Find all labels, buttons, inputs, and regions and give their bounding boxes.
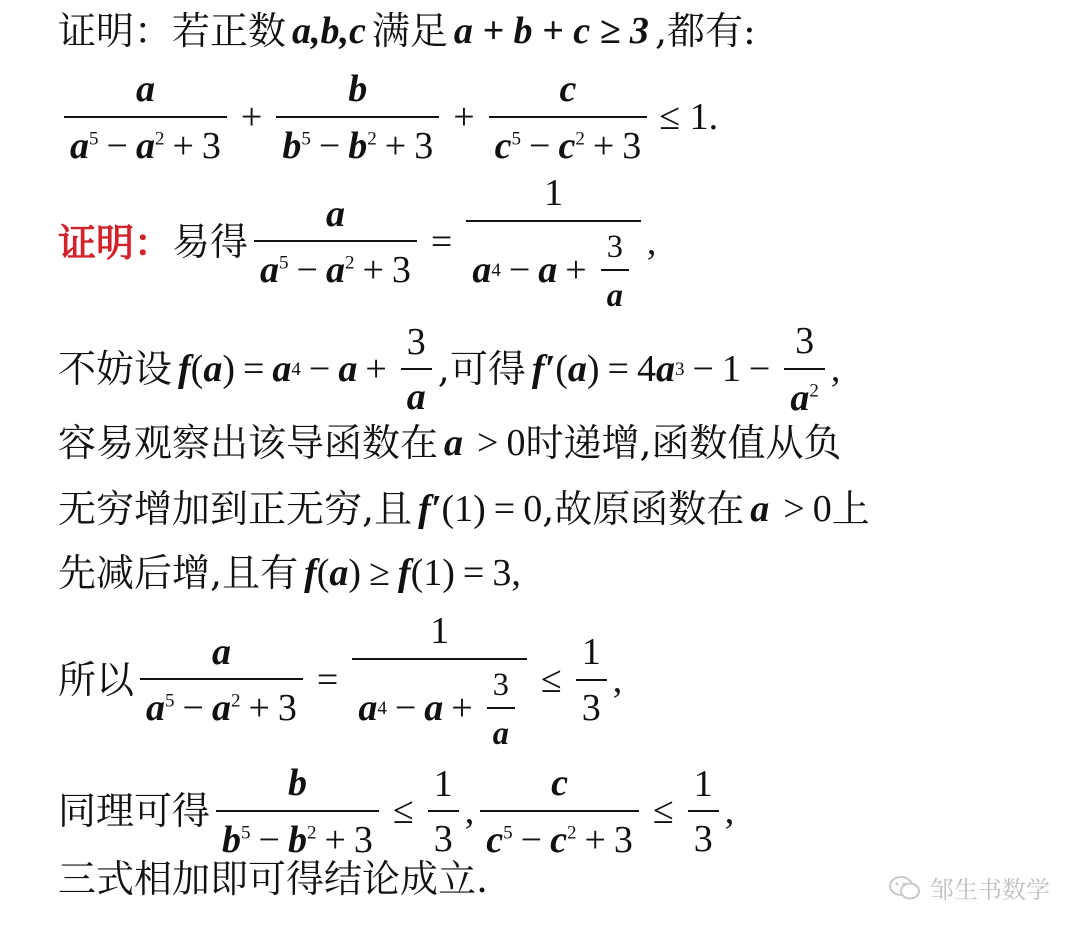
wechat-icon xyxy=(888,874,922,902)
proof-line-7: 同理可得 $\frac{b}{b^5 - b^2 + 3}$ ≤ $\frac{1}{3}$ , $\frac{c}{c^5 - c^2 + 3}$ ≤ $\frac{1}{3}$ , xyxy=(58,762,735,861)
proof-line3-mid: 时递增,函数值从负 xyxy=(525,421,842,465)
problem-line-1 xyxy=(58,10,756,54)
proof-line4-end: 上 xyxy=(831,487,870,531)
proof-line-4: 无穷增加到正无穷,且 f′ (1) = 0 ,故原函数在 a > 0 上 xyxy=(58,487,870,531)
inequality-end: ≤ 1. xyxy=(659,96,719,139)
problem-cond-expr: a + b + c ≥ 3 xyxy=(453,10,649,52)
proof-line-1: 证明： 易得 $\frac{a}{a^5 - a^2 + 3}$ = 1 a 4 − a + $\frac{3}{a}$ , xyxy=(58,172,657,313)
proof-line2-mid: ,可得 xyxy=(437,347,526,392)
proof-line1-text: 易得 xyxy=(172,220,249,265)
proof-line-6: 所以 $\frac{a}{a^5 - a^2 + 3}$ = 1 a 4 − a + $\frac{3}{a}$ ≤ $\frac{1}{3}$ , xyxy=(58,610,623,751)
watermark-text: 邹生书数学 xyxy=(930,876,1050,904)
fraction-b-similar: $\frac{b}{b^5 - b^2 + 3}$ xyxy=(216,762,379,862)
proof-line4-mid: ,故原函数在 xyxy=(542,487,745,531)
proof-conclusion xyxy=(58,858,488,902)
problem-cond-text: 满足 xyxy=(371,9,448,53)
fraction-c-similar: $\frac{c}{c^5 - c^2 + 3}$ xyxy=(480,762,639,862)
proof-line8-text: 三式相加即可得结论成立. xyxy=(58,857,489,901)
fraction-b: $\frac{b}{b^5 - b^2 + 3}$ xyxy=(276,68,439,168)
proof-line3-text: 容易观察出该导函数在 xyxy=(58,421,439,465)
fraction-so-left: $\frac{a}{a^5 - a^2 + 3}$ xyxy=(140,631,303,731)
watermark xyxy=(888,870,1050,905)
problem-label: 证明：若正数 xyxy=(58,9,287,53)
proof-line7-text: 同理可得 xyxy=(58,789,211,834)
proof-line-3: 容易观察出该导函数在 a > 0 时递增,函数值从负 xyxy=(58,421,842,465)
proof-label: 证明： xyxy=(58,220,173,266)
fraction-a: $\frac{a}{a^5 - a^2 + 3}$ xyxy=(64,68,227,168)
fraction-one-third: $\frac{1}{3}$ xyxy=(576,631,607,730)
fraction-so-mid: 1 a 4 − a + $\frac{3}{a}$ xyxy=(352,610,527,752)
fraction-c: $\frac{c}{c^5 - c^2 + 3}$ xyxy=(489,68,648,168)
fraction-identity-right: 1 a 4 − a + $\frac{3}{a}$ xyxy=(466,172,641,314)
proof-line-5: 先减后增,且有 f ( a ) ≥ f (1) = 3, xyxy=(58,551,521,595)
proof-line-2: 不妨设 f ( a ) = a 4 − a + $\frac{3}{a}$ ,可得 f′ ( a ) = 4 a 3 − 1 − $\frac{3}{a^2}$ , xyxy=(58,320,841,419)
proof-line4-text: 无穷增加到正无穷,且 xyxy=(58,487,413,531)
fraction-3-over-a2: $\frac{3}{a^2}$ xyxy=(784,320,825,420)
proof-line2-text: 不妨设 xyxy=(58,347,173,392)
problem-vars: a,b,c xyxy=(292,10,366,52)
fraction-3-over-a: $\frac{3}{a}$ xyxy=(401,321,432,420)
proof-line6-text: 所以 xyxy=(58,658,135,703)
proof-line5-text: 先减后增,且有 xyxy=(58,551,299,595)
problem-inequality: $\frac{a}{a^5 - a^2 + 3}$ + $\frac{b}{b^5 - b^2 + 3}$ + $\frac{c}{c^5 - c^2 + 3}$ ≤ 1. xyxy=(58,68,718,168)
problem-suffix: ,都有: xyxy=(654,9,756,53)
fraction-identity-left: $\frac{a}{a^5 - a^2 + 3}$ xyxy=(254,193,417,293)
